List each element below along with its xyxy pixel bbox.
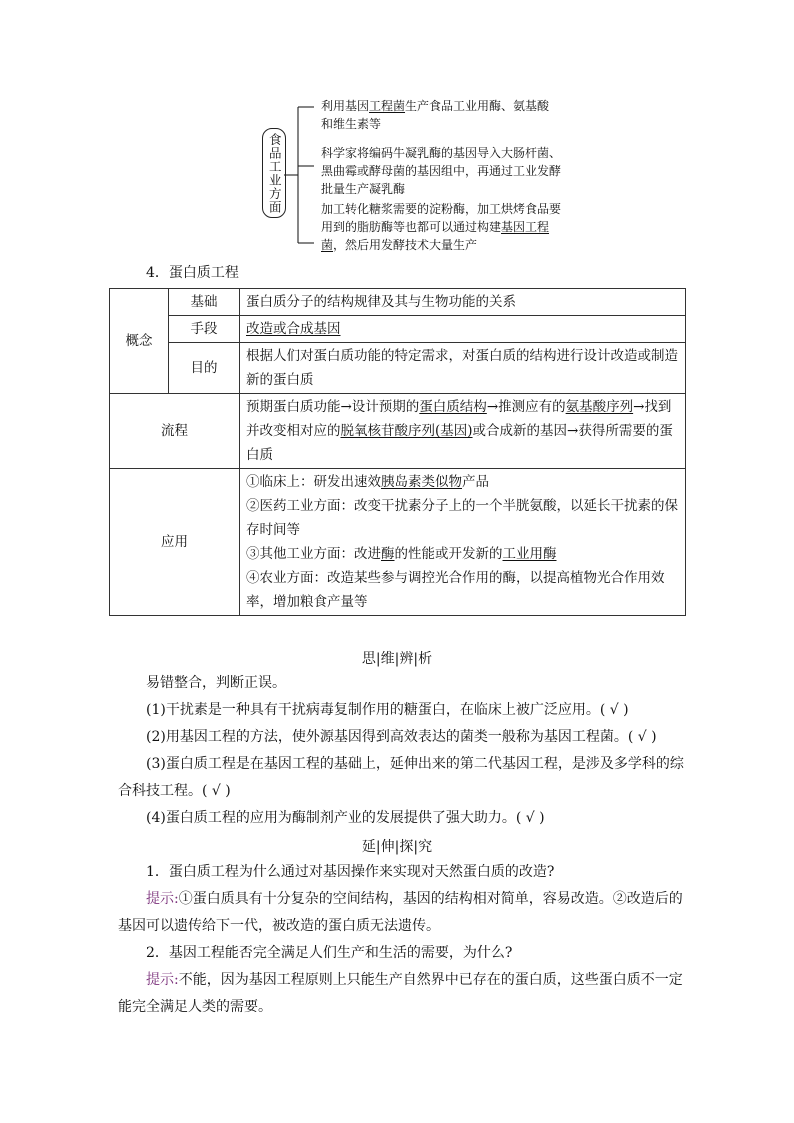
- extend-answer-2: [118, 967, 684, 1021]
- application-item: [246, 494, 679, 542]
- underlined-term: 工业用酶: [502, 546, 557, 562]
- answer-2-text: 不能，因为基因工程原则上只能生产自然界中已存在的蛋白质，这些蛋白质不一定能完全满足人类的需要。: [118, 972, 683, 1015]
- brace-connector: [284, 95, 324, 255]
- table-row: [110, 316, 686, 343]
- protein-engineering-table: [109, 288, 686, 616]
- application-item: [246, 542, 679, 566]
- think-title: 思|维|辨|析: [361, 651, 433, 667]
- extend-answer-1: [118, 886, 684, 940]
- table-row: [110, 343, 686, 394]
- food-industry-label: 食品工业方面: [267, 132, 283, 214]
- think-item-3: (3)蛋白质工程是在基因工程的基础上，延伸出来的第二代基因工程，是涉及多学科的综合科技工程。( √ ): [118, 756, 684, 799]
- underlined-term: 基因工程菌: [321, 220, 550, 252]
- means-label: 手段: [169, 316, 240, 343]
- text-segment: ，然后用发酵技术大量生产: [333, 238, 478, 252]
- text-segment: 预期蛋白质功能→设计预期的: [246, 399, 420, 415]
- think-item-1: (1)干扰素是一种具有干扰病毒复制作用的糖蛋白，在临床上被广泛应用。( √ ): [146, 702, 629, 718]
- concept-label: 概念: [110, 289, 169, 394]
- extend-title: 延|伸|探|究: [361, 839, 433, 855]
- think-item-4: (4)蛋白质工程的应用为酶制剂产业的发展提供了强大助力。( √ ): [146, 810, 545, 826]
- underlined-term: 氨基酸序列: [565, 399, 634, 415]
- underlined-term: 工程菌: [369, 99, 406, 113]
- process-label: 流程: [110, 394, 240, 469]
- text-segment: 利用基因: [321, 99, 370, 113]
- text-segment: 科学家将编码牛凝乳酶的基因导入大肠杆菌、黑曲霉或酵母菌的基因组中，再通过工业发酵批量生产凝乳酶: [321, 146, 562, 196]
- underlined-term: 酶: [381, 546, 395, 562]
- text-segment: ①临床上：研发出速效: [246, 474, 381, 490]
- section-heading: 4．蛋白质工程: [146, 265, 239, 281]
- table-row: [110, 289, 686, 316]
- means-text-value: 改造或合成基因: [246, 321, 341, 337]
- means-text: [240, 316, 686, 343]
- text-segment: ③其他工业方面：改进: [246, 546, 381, 562]
- think-item-2: (2)用基因工程的方法，使外源基因得到高效表达的菌类一般称为基因工程菌。( √ ): [146, 729, 657, 745]
- application-item: [246, 566, 679, 614]
- answer-1-text: ①蛋白质具有十分复杂的空间结构，基因的结构相对简单，容易改造。②改造后的基因可以遗传给下一代，被改造的蛋白质无法遗传。: [118, 891, 683, 934]
- table-row: [110, 394, 686, 469]
- table-row: [110, 469, 686, 616]
- brace-branch-3: [321, 200, 561, 254]
- brace-branch-2: [321, 144, 561, 198]
- hint-label-1: 提示:: [146, 891, 179, 907]
- text-segment: →推测应有的: [486, 399, 566, 415]
- text-segment: 的性能或开发新的: [394, 546, 503, 562]
- application-label: 应用: [110, 469, 240, 616]
- text-segment: 生产食品工业用酶、氨基酸和维生素等: [321, 99, 550, 131]
- food-industry-label-box: [262, 128, 286, 218]
- goal-label: 目的: [169, 343, 240, 394]
- application-text: [240, 469, 686, 616]
- think-intro: 易错整合，判断正误。: [146, 675, 286, 691]
- text-segment: →找到并改变相对应的: [246, 399, 672, 439]
- underlined-term: 蛋白质结构: [419, 399, 487, 415]
- underlined-term: 胰岛素类似物: [381, 474, 462, 490]
- text-segment: 或合成新的基因→获得所需要的蛋白质: [246, 423, 673, 463]
- text-segment: ②医药工业方面：改变干扰素分子上的一个半胱氨酸，以延长干扰素的保存时间等: [246, 498, 678, 538]
- brace-branch-1: [321, 97, 561, 133]
- extend-question-1: 1．蛋白质工程为什么通过对基因操作来实现对天然蛋白质的改造?: [146, 864, 555, 880]
- text-segment: 产品: [462, 474, 489, 490]
- process-text: [240, 394, 686, 469]
- basis-label: 基础: [169, 289, 240, 316]
- hint-label-2: 提示:: [146, 972, 179, 988]
- text-segment: ④农业方面：改造某些参与调控光合作用的酶，以提高植物光合作用效率，增加粮食产量等: [246, 570, 665, 610]
- goal-text: 根据人们对蛋白质功能的特定需求，对蛋白质的结构进行设计改造或制造新的蛋白质: [240, 343, 686, 394]
- underlined-term: 脱氧核苷酸序列(基因): [340, 423, 473, 439]
- basis-text: 蛋白质分子的结构规律及其与生物功能的关系: [240, 289, 686, 316]
- text-segment: 加工转化糖浆需要的淀粉酶，加工烘烤食品要用到的脂肪酶等也都可以通过构建: [321, 202, 562, 234]
- application-item: [246, 470, 679, 494]
- extend-question-2: 2．基因工程能否完全满足人们生产和生活的需要，为什么?: [146, 945, 513, 961]
